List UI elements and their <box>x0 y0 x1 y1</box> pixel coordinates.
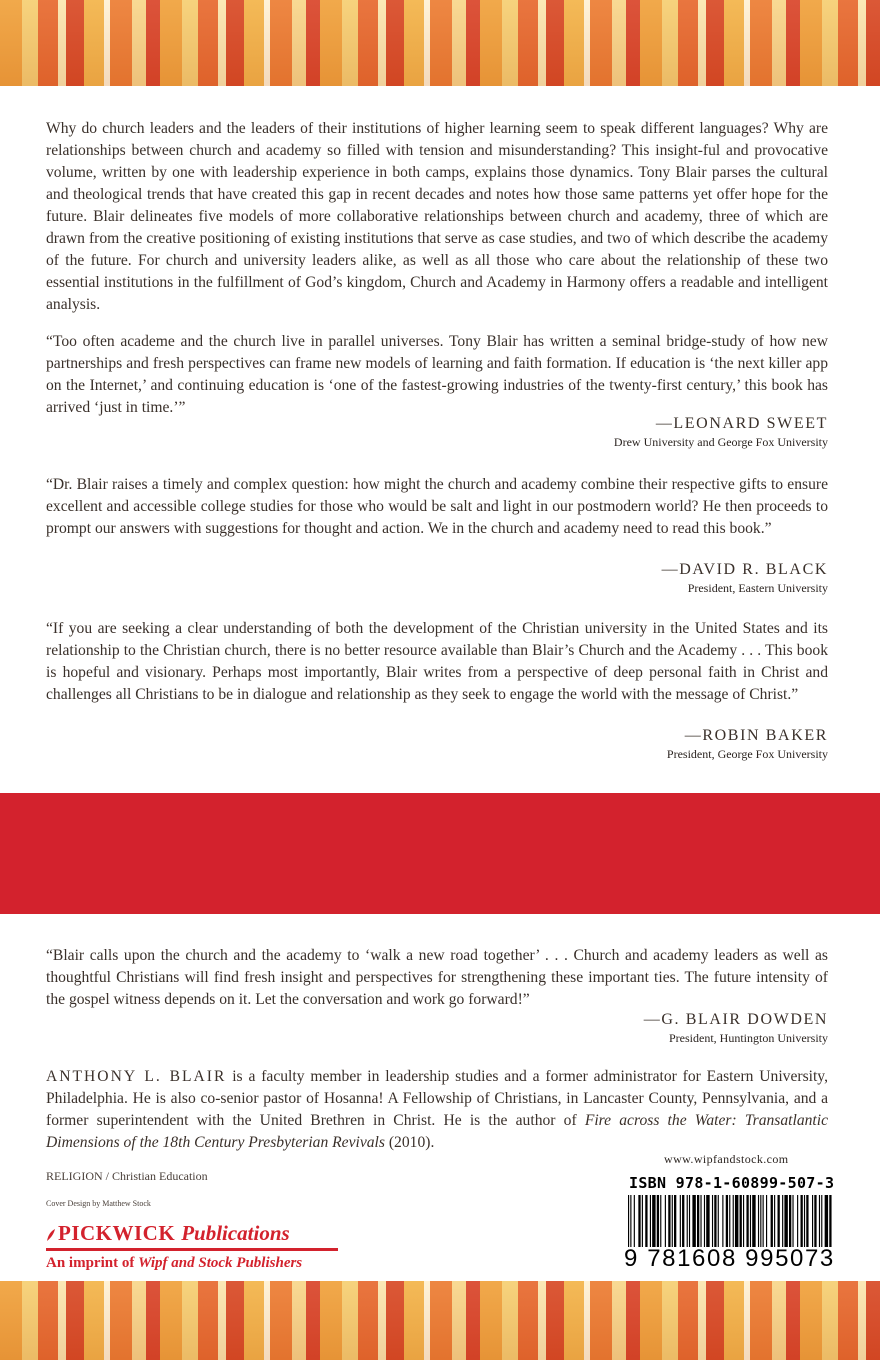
publisher-website: www.wipfandstock.com <box>664 1152 789 1166</box>
endorsement-attribution <box>614 414 828 450</box>
barcode-digits: 9 781608 995073 <box>624 1245 835 1272</box>
endorsement-attribution <box>644 1010 828 1046</box>
category-label: RELIGION / Christian Education <box>46 1169 208 1183</box>
bio-text-end: (2010). <box>384 1134 435 1151</box>
top-striped-band <box>0 0 880 86</box>
barcode-bars-icon <box>628 1195 832 1247</box>
endorsement-baker <box>46 618 828 706</box>
endorsement-quote: “Dr. Blair raises a timely and complex question: how might the church and academy combine their respective gifts to ensure excellent and accessible college studies for those who would be salt and light in our postmodern world? He then proceeds to prompt our answers with suggestions for thought and action. We in the church and academy need to read this book.” <box>46 476 828 537</box>
bottom-striped-band <box>0 1281 880 1360</box>
endorsement-quote: “Blair calls upon the church and the academy to ‘walk a new road together’ . . . Church and academy leaders as well as thoughtful Christians will find fresh insight and perspectives for strengthening these important ties. The future intensity of the gospel witness depends on it. Let the conversation and work go forward!” <box>46 947 828 1008</box>
endorser-affiliation: President, Huntington University <box>669 1031 828 1045</box>
publisher-name-italic: Publications <box>181 1221 290 1245</box>
endorser-name: —ROBIN BAKER <box>684 727 828 744</box>
endorser-affiliation: President, George Fox University <box>666 747 828 761</box>
endorser-name: —LEONARD SWEET <box>655 415 828 432</box>
endorsement-black <box>46 474 828 540</box>
endorser-affiliation: President, Eastern University <box>687 581 828 595</box>
endorsement-dowden <box>46 945 828 1011</box>
publisher-block <box>46 1220 342 1273</box>
imprint-name: Wipf and Stock Publishers <box>138 1255 303 1271</box>
endorser-name: —G. BLAIR DOWDEN <box>643 1011 828 1028</box>
endorsement-quote: “Too often academe and the church live in parallel universes. Tony Blair has written a seminal bridge-study of how new partnerships and fresh perspectives can frame new models of learning and faith formation. If education is ‘the next killer app on the Internet,’ and continuing education is ‘one of the fastest-growing industries of the twenty-first century,’ this book has arrived ‘just in time.’” <box>46 333 828 416</box>
publisher-rule <box>46 1248 338 1251</box>
description-text: Why do church leaders and the leaders of their institutions of higher learning seem to speak different languages? Why are relationships between church and academy so filled with tension and misunderstanding? This insight-ful and provocative volume, written by one with leadership experience in both camps, explains those dynamics. Tony Blair parses the cultural and theological trends that have created this gap in recent decades and notes how those same patterns yet offer hope for the future. Blair delineates five models of more collaborative relationships between church and academy, three of which are drawn from the creative positioning of existing institutions that serve as case studies, and two of which describe the academy of the future. For church and university leaders alike, as well as all those who care about the relationship of these two essential institutions in the fulfillment of God’s kingdom, Church and Academy in Harmony offers a readable and intelligent analysis. <box>46 120 828 313</box>
isbn-label: ISBN 978-1-60899-507-3 <box>629 1174 835 1192</box>
endorsement-quote: “If you are seeking a clear understanding of both the development of the Christian university in the United States and its relationship to the Christian church, there is no better resource available than Blair’s Church and the Academy . . . This book is hopeful and visionary. Perhaps most importantly, Blair writes from a perspective of deep personal faith in Christ and challenges all Christians to be in dialogue and relationship as they seek to engage the world with the message of Christ.” <box>46 620 828 703</box>
endorser-affiliation: Drew University and George Fox University <box>613 435 828 449</box>
cover-credit: Cover Design by Matthew Stock <box>46 1199 151 1208</box>
publisher-logo <box>46 1220 342 1246</box>
author-name: ANTHONY L. BLAIR <box>46 1068 227 1085</box>
author-bio <box>46 1066 828 1154</box>
barcode <box>624 1171 836 1274</box>
imprint-prefix: An imprint of <box>46 1255 139 1271</box>
endorsement-attribution <box>667 726 828 762</box>
endorser-name: —DAVID R. BLACK <box>661 561 828 578</box>
endorsement-sweet <box>46 331 828 419</box>
publisher-name: PICKWICK <box>58 1221 176 1245</box>
bio-book-title: Fire across the Water: Transatlantic Dimensions of the 18th Century Presbyterian Revivals <box>46 1112 829 1151</box>
book-description <box>46 118 828 316</box>
quill-icon <box>46 1228 56 1242</box>
red-band <box>0 793 880 914</box>
endorsement-attribution <box>662 560 828 596</box>
bio-text: is a faculty member in leadership studies and a former administrator for Eastern University, Philadelphia. He is also co-senior pastor of Hosanna! A Fellowship of Christians, in Lancaster County, Pennsylvania, and a former superintendent with the United Brethren in Christ. He is the author of <box>46 1068 828 1129</box>
publisher-imprint <box>46 1254 342 1273</box>
